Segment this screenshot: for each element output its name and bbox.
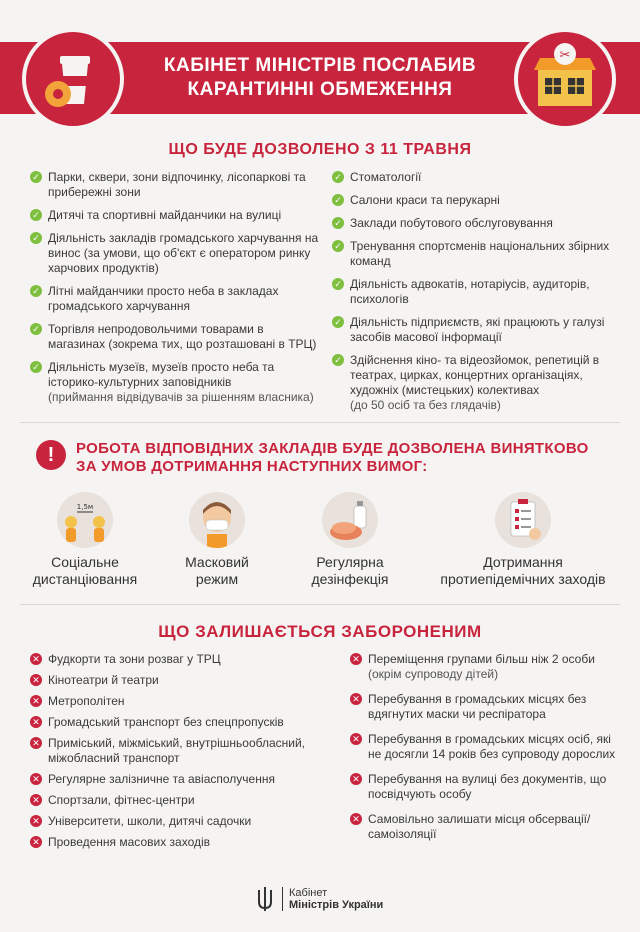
svg-text:✂: ✂ xyxy=(559,48,571,63)
check-icon: ✓ xyxy=(30,209,42,221)
tryzub-icon xyxy=(256,886,274,912)
footer-text xyxy=(282,887,383,911)
item-text: Дитячі та спортивні майданчики на вулиці xyxy=(48,208,282,222)
check-icon: ✓ xyxy=(30,323,42,335)
item-text: Перебування в громадських місцях осіб, які не досягли 14 років без супроводу дорослих xyxy=(368,732,616,761)
cross-icon: ✕ xyxy=(350,733,362,745)
footer-line2: Міністрів України xyxy=(289,899,384,911)
warning-text xyxy=(76,440,616,476)
list-item xyxy=(332,315,622,345)
check-icon: ✓ xyxy=(332,240,344,252)
list-item xyxy=(30,322,320,352)
requirement-label-line2: протиепідемічних заходів xyxy=(440,571,606,587)
list-item xyxy=(30,772,340,787)
list-item xyxy=(350,812,620,842)
list-item xyxy=(350,732,620,762)
item-text: Громадський транспорт без спецпропусків xyxy=(48,715,284,729)
divider xyxy=(20,422,620,423)
list-item xyxy=(350,652,620,682)
check-icon: ✓ xyxy=(30,361,42,373)
item-text: Стоматології xyxy=(350,170,422,184)
item-text: Університети, школи, дитячі садочки xyxy=(48,814,252,828)
item-text: Проведення масових заходів xyxy=(48,835,211,849)
cross-icon: ✕ xyxy=(30,737,42,749)
cross-icon: ✕ xyxy=(30,716,42,728)
item-text: Фудкорти та зони розваг у ТРЦ xyxy=(48,652,221,666)
sanitizer-hands-icon xyxy=(322,492,378,548)
cross-icon: ✕ xyxy=(350,813,362,825)
face-mask-icon xyxy=(189,492,245,548)
item-text: Кінотеатри й театри xyxy=(48,673,159,687)
item-text: Діяльність підприємств, які працюють у галузі засобів масової інформації xyxy=(350,315,605,344)
cross-icon: ✕ xyxy=(350,693,362,705)
item-text: Літні майданчики просто неба в закладах громадського харчування xyxy=(48,284,279,313)
list-item xyxy=(30,736,340,766)
list-item xyxy=(350,692,620,722)
cross-icon: ✕ xyxy=(30,794,42,806)
exclamation-icon: ! xyxy=(36,440,66,470)
list-item xyxy=(332,193,622,208)
page-title-line1: КАБІНЕТ МІНІСТРІВ ПОСЛАБИВ xyxy=(163,55,477,76)
forbidden-list-left xyxy=(30,652,340,856)
coffee-cup-donut-icon xyxy=(22,28,124,130)
list-item xyxy=(30,284,320,314)
cross-icon: ✕ xyxy=(30,773,42,785)
item-text: Салони краси та перукарні xyxy=(350,193,500,207)
requirement-label-line2: дезінфекція xyxy=(311,571,389,587)
cross-icon: ✕ xyxy=(30,836,42,848)
list-item xyxy=(332,239,622,269)
cross-icon: ✕ xyxy=(30,653,42,665)
list-item xyxy=(332,216,622,231)
checklist-icon xyxy=(495,492,551,548)
item-text: Парки, сквери, зони відпочинку, лісопаркові та прибережні зони xyxy=(48,170,306,199)
check-icon: ✓ xyxy=(332,217,344,229)
forbidden-list-right xyxy=(350,652,620,852)
list-item xyxy=(332,277,622,307)
list-item xyxy=(332,353,622,413)
requirement-social-distance xyxy=(20,492,150,588)
item-text: Перебування в громадських місцях без вдягнутих маски чи респіратора xyxy=(368,692,587,721)
requirement-label-line2: дистанціювання xyxy=(32,571,138,587)
requirement-label-line2: режим xyxy=(195,571,239,587)
check-icon: ✓ xyxy=(332,354,344,366)
requirement-label-line1: Дотримання xyxy=(483,554,563,570)
requirement-disinfection xyxy=(290,492,410,588)
list-item xyxy=(30,231,320,276)
list-item xyxy=(30,673,340,688)
warning-line1: РОБОТА ВІДПОВІДНИХ ЗАКЛАДІВ БУДЕ ДОЗВОЛЕНА ВИНЯТКОВО xyxy=(76,440,589,457)
item-text: Торгівля непродовольчими товарами в магазинах (зокрема тих, що розташовані в ТРЦ) xyxy=(48,322,317,351)
requirement-label-line1: Соціальне xyxy=(51,554,119,570)
distance-label: 1,5м xyxy=(76,503,94,511)
list-item xyxy=(30,652,340,667)
list-item xyxy=(30,715,340,730)
page-title xyxy=(130,54,510,102)
cross-icon: ✕ xyxy=(30,815,42,827)
item-text: Регулярне залізничне та авіасполучення xyxy=(48,772,275,786)
item-text: Перебування на вулиці без документів, що посвідчують особу xyxy=(368,772,607,801)
list-item xyxy=(30,835,340,850)
divider xyxy=(20,604,620,605)
item-text: Тренування спортсменів національних збірних команд xyxy=(350,239,610,268)
page-title-line2: КАРАНТИННІ ОБМЕЖЕННЯ xyxy=(187,79,453,100)
check-icon: ✓ xyxy=(332,278,344,290)
list-item xyxy=(30,694,340,709)
item-text: Діяльність музеїв, музеїв просто неба та історико-культурних заповідників xyxy=(48,360,275,389)
warning-line2: ЗА УМОВ ДОТРИМАННЯ НАСТУПНИХ ВИМОГ: xyxy=(76,458,428,475)
barber-shop-icon xyxy=(514,28,616,130)
item-text: Заклади побутового обслуговування xyxy=(350,216,553,230)
cross-icon: ✕ xyxy=(350,653,362,665)
list-item xyxy=(30,208,320,223)
requirement-mask xyxy=(162,492,272,588)
item-text: Самовільно залишати місця обсервації/самоізоляції xyxy=(368,812,591,841)
list-item xyxy=(30,360,320,405)
item-text: Спортзали, фітнес-центри xyxy=(48,793,195,807)
item-note: (до 50 осіб та без глядачів) xyxy=(350,398,501,412)
cross-icon: ✕ xyxy=(30,674,42,686)
allowed-section-title: ЩО БУДЕ ДОЗВОЛЕНО З 11 ТРАВНЯ xyxy=(168,141,472,158)
item-text: Приміський, міжміський, внутрішньообласний, міжобласний транспорт xyxy=(48,736,305,765)
check-icon: ✓ xyxy=(30,171,42,183)
allowed-list-right xyxy=(332,170,622,421)
check-icon: ✓ xyxy=(332,194,344,206)
footer-line1: Кабінет xyxy=(289,887,328,899)
item-text: Здійснення кіно- та відеозйомок, репетицій в театрах, цирках, концертних організаціях, художніх (мистецьких) колективах xyxy=(350,353,600,397)
social-distance-icon xyxy=(57,492,113,548)
forbidden-section-title: ЩО ЗАЛИШАЄТЬСЯ ЗАБОРОНЕНИМ xyxy=(158,622,482,641)
item-text: Діяльність адвокатів, нотаріусів, аудиторів, психологів xyxy=(350,277,590,306)
item-text: Діяльність закладів громадського харчування на винос (за умови, що об'єкт є оператором ринку харчових продуктів) xyxy=(48,231,319,275)
cross-icon: ✕ xyxy=(30,695,42,707)
item-text: Метрополітен xyxy=(48,694,125,708)
cross-icon: ✕ xyxy=(350,773,362,785)
footer-logo xyxy=(256,886,383,912)
list-item xyxy=(332,170,622,185)
requirement-label-line1: Масковий xyxy=(185,554,249,570)
item-text: Переміщення групами більш ніж 2 особи xyxy=(368,652,595,666)
list-item xyxy=(350,772,620,802)
item-note: (окрім супроводу дітей) xyxy=(368,667,499,681)
requirement-anti-epidemic xyxy=(428,492,618,588)
list-item xyxy=(30,793,340,808)
list-item xyxy=(30,814,340,829)
requirement-label-line1: Регулярна xyxy=(316,554,384,570)
check-icon: ✓ xyxy=(30,285,42,297)
item-note: (приймання відвідувачів за рішенням власника) xyxy=(48,390,314,404)
check-icon: ✓ xyxy=(332,316,344,328)
allowed-list-left xyxy=(30,170,320,413)
list-item xyxy=(30,170,320,200)
check-icon: ✓ xyxy=(332,171,344,183)
check-icon: ✓ xyxy=(30,232,42,244)
